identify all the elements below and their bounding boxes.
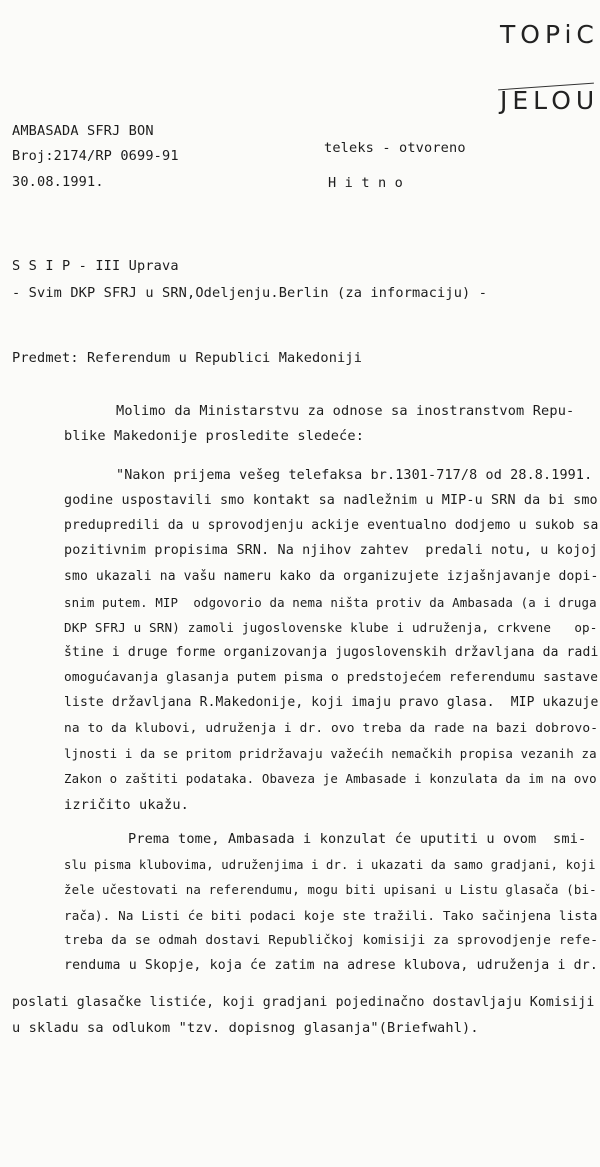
body-line: pozitivnim propisima SRN. Na njihov zahtev predali notu, u kojoj <box>64 543 598 558</box>
body-line: renduma u Skopje, koja će zatim na adrese klubova, udruženja i dr. <box>64 958 598 973</box>
body-line: DKP SFRJ u SRN) zamoli jugoslovenske klube i udruženja, crkvene op- <box>64 620 598 635</box>
body-line: na to da klubovi, udruženja i dr. ovo treba da rade na bazi dobrovo- <box>64 721 599 736</box>
body-line: poslati glasačke listiće, koji gradjani pojedinačno dostavljaju Komisiji <box>12 995 595 1010</box>
body-line: Prema tome, Ambasada i konzulat će uputiti u ovom smi- <box>128 831 587 847</box>
body-line: godine uspostavili smo kontakt sa nadležnim u MIP-u SRN da bi smo <box>64 493 598 508</box>
body-line: snim putem. MIP odgovorio da nema ništa protiv da Ambasada (a i druga <box>64 595 597 610</box>
document-date: 30.08.1991. <box>12 174 104 190</box>
subject-line: Predmet: Referendum u Republici Makedoniji <box>12 350 363 366</box>
body-line: žele učestovati na referendumu, mogu biti upisani u Listu glasača (bi- <box>64 882 597 897</box>
body-line: štine i druge forme organizovanja jugoslovenskih državljana da radi <box>64 645 599 660</box>
body-line: omogućavanja glasanja putem pisma o predstojećem referendumu sastave <box>64 670 599 685</box>
recipient-cc: - Svim DKP SFRJ u SRN,Odeljenju.Berlin (za informaciju) - <box>12 285 488 301</box>
body-line: slu pisma klubovima, udruženjima i dr. i ukazati da samo gradjani, koji <box>64 858 596 872</box>
urgency-marker: H i t n o <box>328 175 404 191</box>
document-number: Broj:2174/RP 0699-91 <box>12 148 179 164</box>
body-line: Molimo da Ministarstvu za odnose sa inostranstvom Repu- <box>116 403 575 419</box>
body-line: liste državljana R.Makedonije, koji imaju pravo glasa. MIP ukazuje <box>64 695 599 710</box>
handwritten-note-bottom: JELOU <box>500 86 600 115</box>
body-line: u skladu sa odlukom "tzv. dopisnog glasanja"(Briefwahl). <box>12 1020 479 1036</box>
body-line: rača). Na Listi će biti podaci koje ste tražili. Tako sačinjena lista <box>64 908 598 923</box>
body-line: "Nakon prijema vešeg telefaksa br.1301-717/8 od 28.8.1991. <box>116 468 593 483</box>
body-line: predupredili da u sprovodjenju ackije eventualno dodjemo u sukob sa <box>64 518 599 533</box>
sender-name: AMBASADA SFRJ BON <box>12 123 154 139</box>
body-line: ljnosti i da se pritom pridržavaju važećih nemačkih propisa vezanih za <box>64 746 597 761</box>
body-line: blike Makedonije prosledite sledeće: <box>64 428 365 444</box>
body-line: izričito ukažu. <box>64 797 190 813</box>
body-line: smo ukazali na vašu nameru kako da organizujete izjašnjavanje dopi- <box>64 569 599 584</box>
recipient-main: S S I P - III Uprava <box>12 258 179 274</box>
body-line: Zakon o zaštiti podataka. Obaveza je Ambasade i konzulata da im na ovo <box>64 771 597 786</box>
telex-type: teleks - otvoreno <box>324 140 466 156</box>
body-line: treba da se odmah dostavi Republičkoj komisiji za sprovodjenje refe- <box>64 933 599 948</box>
handwritten-note-top: TOPiC <box>500 20 599 49</box>
